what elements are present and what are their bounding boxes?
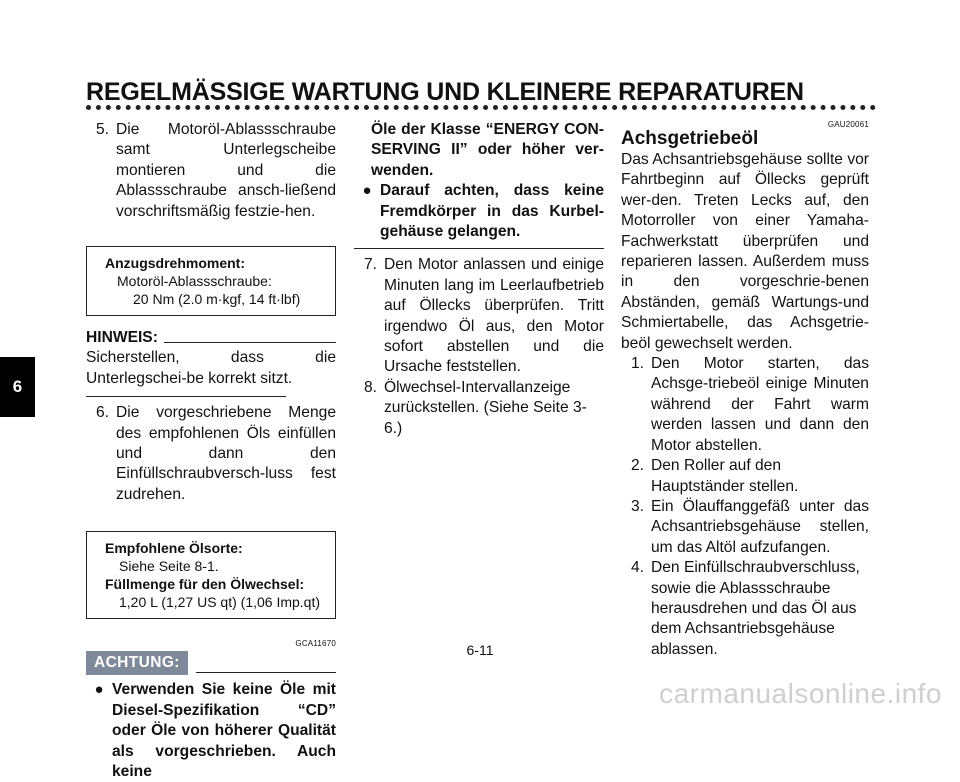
caution-bullet-2 <box>354 181 604 242</box>
step-text: Ölwechsel-Intervallanzeige zurückstellen. (Siehe Seite 3-6.) <box>384 378 587 437</box>
oil-quantity-label: Füllmenge für den Ölwechsel: <box>105 576 305 593</box>
step-text: Die Motoröl-Ablassschraube samt Unterlegscheibe montieren und die Ablassschraube ansch-ließend vorschriftsmäßig festzie-hen. <box>116 121 336 220</box>
oil-spec-box <box>86 531 336 619</box>
step-number: 6. <box>95 404 109 422</box>
caution-end-rule <box>354 248 604 249</box>
bullet-icon: ● <box>94 681 104 699</box>
torque-sub: Motoröl-Ablassschraube: <box>117 273 272 290</box>
step-text: Die vorgeschriebene Menge des empfohlenen Öls einfüllen und dann den Einfüllschraubversch-luss fest zudrehen. <box>116 404 336 503</box>
step-number: 8. <box>363 378 377 396</box>
step-2 <box>621 456 869 497</box>
step-3 <box>621 497 869 558</box>
header-rule <box>86 105 876 110</box>
column-1 <box>86 120 336 782</box>
step-number: 1. <box>630 355 644 373</box>
achtung-label: ACHTUNG: <box>86 651 188 675</box>
step-number: 2. <box>630 457 644 475</box>
hinweis-rule <box>164 342 336 343</box>
step-text: Ein Ölauffanggefäß unter das Achsantriebsgehäuse stellen, um das Altöl aufzufangen. <box>651 497 869 556</box>
step-7 <box>354 255 604 377</box>
oil-type-value: Siehe Seite 8-1. <box>119 558 219 575</box>
bullet-icon: ● <box>362 182 372 200</box>
step-text: Den Roller auf den Hauptständer stellen. <box>651 457 799 495</box>
watermark: carmanualsonline.info <box>659 678 942 709</box>
chapter-tab: 6 <box>0 357 35 417</box>
step-5 <box>86 120 336 222</box>
column-3 <box>621 120 869 660</box>
torque-value: 20 Nm (2.0 m·kgf, 14 ft·lbf) <box>133 291 301 308</box>
caution-bullet-1 <box>86 680 336 782</box>
step-1 <box>621 354 869 456</box>
step-text: Den Einfüllschraubverschluss, sowie die Ablassschraube herausdrehen und das Öl aus dem Achsantriebsgehäuse ablassen. <box>651 559 860 658</box>
column-2 <box>354 120 604 439</box>
section-title: Achsgetriebeöl <box>621 128 759 149</box>
page-header-title: REGELMÄSSIGE WARTUNG UND KLEINERE REPARATUREN <box>86 78 804 106</box>
torque-label: Anzugsdrehmoment: <box>105 255 245 272</box>
bullet-text: Verwenden Sie keine Öle mit Diesel-Spezifikation “CD” oder Öle von höherer Qualität als vorgeschrieben. Auch keine <box>112 681 336 780</box>
step-text: Den Motor starten, das Achsge-triebeöl einige Minuten während der Fahrt warm werden lassen und dann den Motor abstellen. <box>651 355 869 454</box>
hinweis-label: HINWEIS: <box>86 329 158 347</box>
hinweis-text: Sicherstellen, dass die Unterlegschei-be korrekt sitzt. <box>86 349 336 387</box>
step-8 <box>354 378 604 439</box>
step-number: 7. <box>363 256 377 274</box>
hinweis-heading <box>86 328 336 348</box>
step-6 <box>86 403 336 505</box>
achtung-rule <box>196 672 336 673</box>
caution-continued: Öle der Klasse “ENERGY CON-SERVING II” oder höher ver-wenden. <box>371 121 604 179</box>
hinweis-end-rule <box>86 396 286 397</box>
oil-quantity-value: 1,20 L (1,27 US qt) (1,06 Imp.qt) <box>119 594 321 611</box>
step-number: 3. <box>630 497 644 515</box>
torque-box <box>86 246 336 316</box>
oil-type-label: Empfohlene Ölsorte: <box>105 540 243 557</box>
step-text: Den Motor anlassen und einige Minuten lang im Leerlaufbetrieb auf Öllecks überprüfen. Tritt irgendwo Öl aus, den Motor sofort abstellen und die Ursache feststellen. <box>384 256 604 376</box>
section-intro: Das Achsantriebsgehäuse sollte vor Fahrtbeginn auf Öllecks geprüft wer-den. Treten Lecks auf, den Motorroller von einer Yamaha-Fachwerkstatt überprüfen und reparieren lassen. Außerdem muss in den vorgeschrie-benen Abständen, gemäß Wartungs-und Schmiertabelle, das Achsgetrie-beöl gewechselt werden. <box>621 151 869 352</box>
reference-code: GAU20061 <box>827 120 869 129</box>
page-number: 6-11 <box>466 642 494 658</box>
step-number: 4. <box>630 559 644 577</box>
step-number: 5. <box>95 121 109 138</box>
reference-code: GCA11670 <box>295 639 336 649</box>
bullet-text: Darauf achten, dass keine Fremdkörper in das Kurbel-gehäuse gelangen. <box>380 182 604 241</box>
